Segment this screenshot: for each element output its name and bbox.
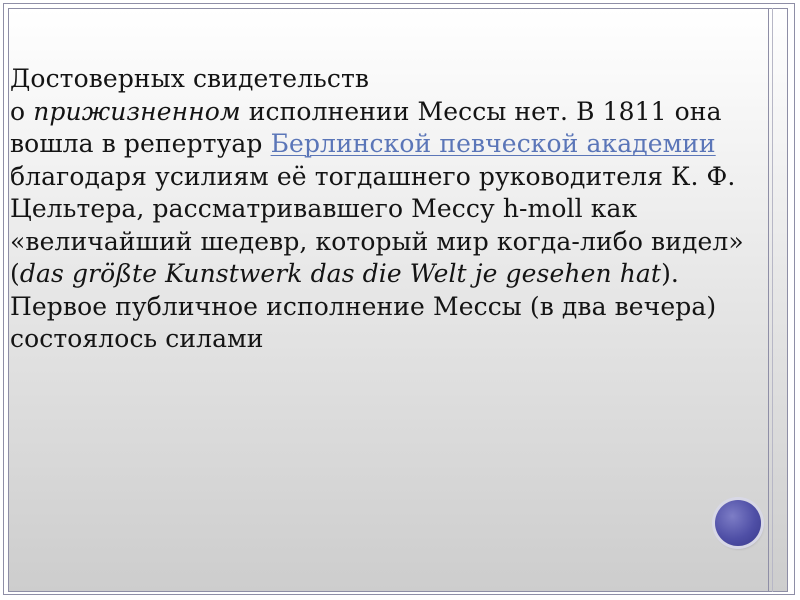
text-run: ). Первое публичное исполнение Мессы (в два вечера) состоялось силами [10, 259, 717, 353]
slide-body-paragraph [10, 63, 770, 356]
text-run: благодаря усилиям её тогдашнего руководителя К. Ф. Цельтера, рассматривавшего Мессу h-moll как «величайший шедевр, который мир когда-либо видел» ( [10, 161, 744, 288]
berlin-academy-link[interactable]: Берлинской певческой академии [270, 129, 716, 158]
italic-text-run: прижизненном [33, 96, 241, 126]
text-run: о [10, 96, 34, 126]
german-quote-italic: das größte Kunstwerk das die Welt je gesehen hat [19, 259, 662, 288]
text-run: Достоверных свидетельств [10, 64, 370, 93]
frame-right-rule-secondary [772, 8, 773, 592]
circle-nav-icon[interactable] [715, 500, 761, 546]
text-run: исполнении Мессы нет. В 1811 она вошла в репертуар [10, 96, 722, 158]
